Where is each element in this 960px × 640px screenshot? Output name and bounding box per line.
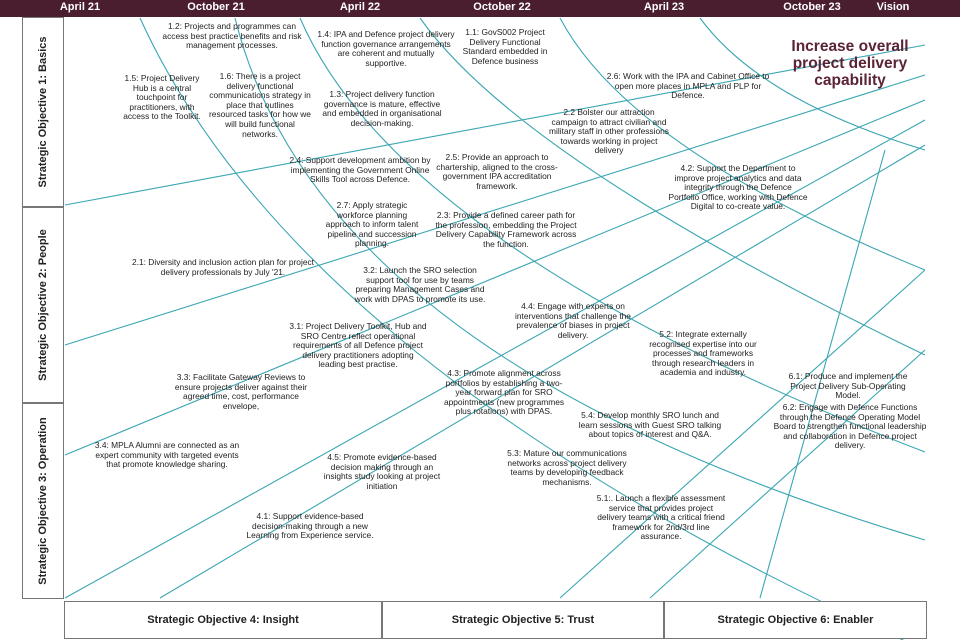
item-6-2: 6.2: Engage with Defence Functions through the Defence Operating Model Board to strengthen functional leadership and collaboration in Defence project delivery. [773,402,927,451]
item-5-1: 5.1:. Launch a flexible assessment service that provides project delivery teams with a critical friend framework for 2nd/3rd line assurance. [596,493,726,542]
timeline-label: April 22 [339,1,381,13]
item-4-1: 4.1: Support evidence-based decision-making through a new Learning from Experience service. [246,511,374,541]
bottom-objective-insight: Strategic Objective 4: Insight [64,601,382,639]
bottom-objective-enabler: Strategic Objective 6: Enabler [664,601,927,639]
item-4-3: 4.3: Promote alignment across portfolios by establishing a two-year forward plan for SRO appointments (new programmes plus rotations) with DPAS. [443,368,565,417]
item-2-4: 2.4: Support development ambition by implementing the Government Online Skills Tool across Defence. [289,155,431,185]
timeline-label: October 23 [783,1,841,13]
item-4-5: 4.5: Promote evidence-based decision making through an insights study looking at project initiation [323,452,441,491]
item-1-3: 1.3: Project delivery function governance is mature, effective and embedded in organisational decision-making. [322,89,442,128]
item-1-6: 1.6: There is a project delivery functional communications strategy in place that outlines resourced tasks for how we will build functional networks. [209,71,311,139]
side-objective-operation: Strategic Objective 3: Operation [22,403,64,599]
bottom-objective-trust: Strategic Objective 5: Trust [382,601,664,639]
item-1-1: 1.1: GovS002 Project Delivery Functional Standard embedded in Defence business [462,27,548,66]
item-2-2: 2.2 Bolster our attraction campaign to attract civilian and military staff in other professions towards working in project delivery [549,107,669,156]
item-2-5: 2.5: Provide an approach to chartership, aligned to the cross-government IPA accreditation framework. [436,152,558,191]
item-3-2: 3.2: Launch the SRO selection support tool for use by teams preparing Management Cases and work with DPAS to promote its use. [354,265,486,304]
timeline-label: April 21 [59,1,101,13]
item-2-1: 2.1: Diversity and inclusion action plan for project delivery professionals by July '21. [131,257,315,277]
item-4-2: 4.2: Support the Department to improve project analytics and data integrity through the Defence Portfolio Office, working with Defence Digital to co-create value. [668,163,808,212]
side-objective-basics: Strategic Objective 1: Basics [22,17,64,207]
item-1-4: 1.4: IPA and Defence project delivery function governance arrangements are coherent and mutually supportive. [317,29,455,68]
item-4-4: 4.4: Engage with experts on interventions that challenge the prevalence of biases in project delivery. [515,301,631,340]
item-6-1: 6.1: Produce and implement the Project Delivery Sub-Operating Model. [788,371,908,401]
item-1-5: 1.5: Project Delivery Hub is a central touchpoint for practitioners, with access to the Toolkit. [123,73,201,122]
item-5-2: 5.2: Integrate externally recognised expertise into our processes and frameworks through research leaders in academia and industry. [649,329,757,378]
item-5-4: 5.4: Develop monthly SRO lunch and learn sessions with Guest SRO talking about topics of interest and Q&A. [578,410,722,440]
item-2-7: 2.7: Apply strategic workforce planning approach to inform talent pipeline and succession planning. [325,200,419,249]
side-objective-people: Strategic Objective 2: People [22,207,64,403]
item-1-2: 1.2: Projects and programmes can access best practice benefits and risk management processes. [162,21,302,51]
item-2-6: 2.6: Work with the IPA and Cabinet Office to open more places in MPLA and PLP for Defence. [606,71,770,101]
item-3-4: 3.4: MPLA Alumni are connected as an expert community with targeted events that promote knowledge sharing. [94,440,240,470]
timeline-label: October 22 [473,1,531,13]
item-2-3: 2.3: Provide a defined career path for the profession, embedding the Project Delivery Capability Framework across the function. [435,210,577,249]
timeline-label: Vision [876,1,910,13]
vision-statement: Increase overall project delivery capability [791,38,909,89]
timeline-label: October 21 [187,1,245,13]
timeline-label: April 23 [643,1,685,13]
item-5-3: 5.3: Mature our communications networks across project delivery teams by developing feedback mechanisms. [507,448,627,487]
item-3-3: 3.3: Facilitate Gateway Reviews to ensure projects deliver against their agreed time, cost, performance envelope, [174,372,308,411]
item-3-1: 3.1: Project Delivery Toolkit, Hub and SRO Centre reflect operational requirements of all Defence project delivery practitioners adopting leading best practise. [289,321,427,370]
